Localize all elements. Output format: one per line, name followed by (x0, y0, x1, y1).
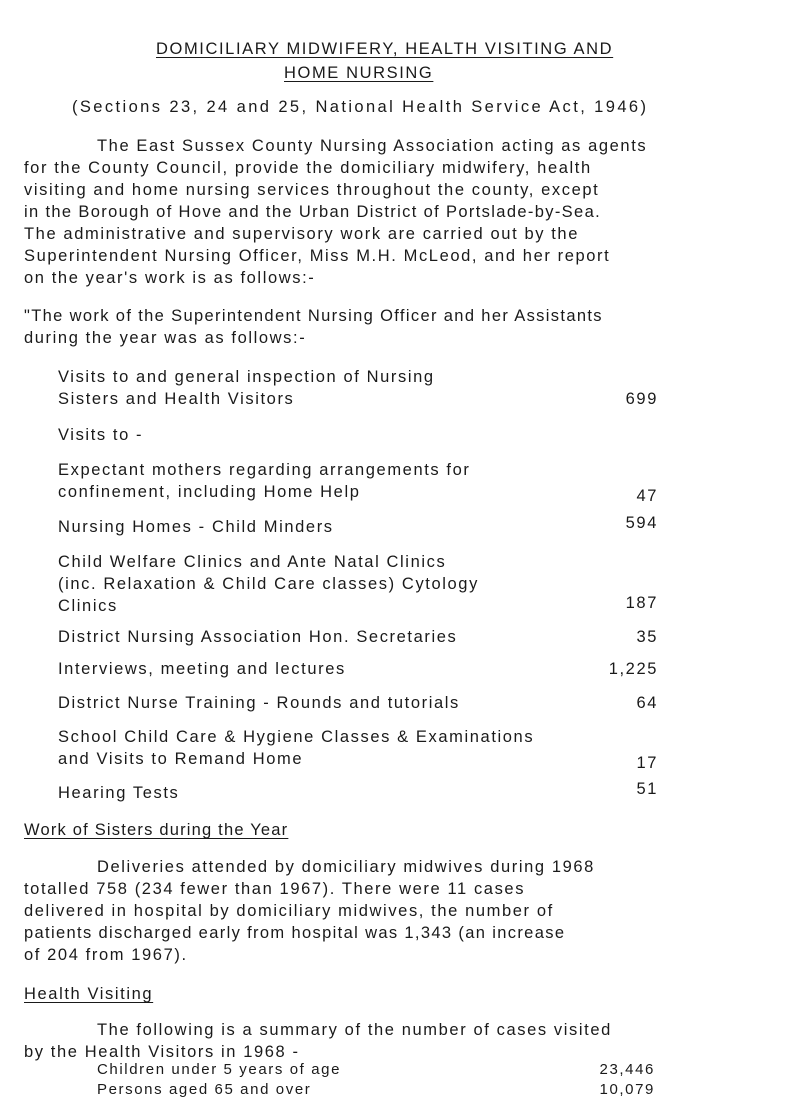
title-line-1: DOMICILIARY MIDWIFERY, HEALTH VISITING AND (156, 40, 614, 58)
intro-line: The East Sussex County Nursing Association acting as agents (97, 137, 648, 155)
work-item-label: District Nursing Association Hon. Secretaries (58, 628, 458, 646)
work-item-value: 47 (636, 487, 658, 505)
intro-line: on the year's work is as follows:- (24, 269, 316, 287)
health-visiting-line: The following is a summary of the number of cases visited (97, 1021, 612, 1039)
work-item-value: 594 (625, 514, 658, 532)
quote-intro-line: during the year was as follows:- (24, 329, 307, 347)
work-item-value: 35 (636, 628, 658, 646)
work-item-value: 51 (636, 780, 658, 798)
intro-line: in the Borough of Hove and the Urban District of Portslade-by-Sea. (24, 203, 602, 221)
work-item-label: Nursing Homes - Child Minders (58, 518, 334, 536)
work-item-label: Visits to and general inspection of Nursing (58, 368, 435, 386)
visits-to-label: Visits to - (58, 426, 144, 444)
work-item-label: confinement, including Home Help (58, 483, 361, 501)
work-item-label: and Visits to Remand Home (58, 750, 304, 768)
sisters-line: of 204 from 1967). (24, 946, 188, 964)
work-item-label: Child Welfare Clinics and Ante Natal Clinics (58, 553, 447, 571)
aged-value: 10,079 (599, 1081, 655, 1098)
work-item-value: 1,225 (608, 660, 658, 678)
work-item-label: Clinics (58, 597, 118, 615)
work-item-value: 187 (625, 594, 658, 612)
sections-line: (Sections 23, 24 and 25, National Health Service Act, 1946) (72, 98, 649, 116)
health-visiting-heading: Health Visiting (24, 985, 154, 1003)
work-item-label: District Nurse Training - Rounds and tutorials (58, 694, 460, 712)
quote-intro-line: "The work of the Superintendent Nursing Officer and her Assistants (24, 307, 603, 325)
health-visiting-line: by the Health Visitors in 1968 - (24, 1043, 300, 1061)
title-line-2: HOME NURSING (284, 64, 434, 82)
intro-line: The administrative and supervisory work are carried out by the (24, 225, 579, 243)
sisters-line: patients discharged early from hospital was 1,343 (an increase (24, 924, 566, 942)
work-item-label: Interviews, meeting and lectures (58, 660, 346, 678)
work-item-label: School Child Care & Hygiene Classes & Examinations (58, 728, 535, 746)
sisters-line: Deliveries attended by domiciliary midwives during 1968 (97, 858, 595, 876)
intro-line: visiting and home nursing services throughout the county, except (24, 181, 600, 199)
work-item-value: 64 (636, 694, 658, 712)
work-item-label: (inc. Relaxation & Child Care classes) Cytology (58, 575, 479, 593)
sisters-line: totalled 758 (234 fewer than 1967). There were 11 cases (24, 880, 526, 898)
children-value: 23,446 (599, 1061, 655, 1078)
sisters-line: delivered in hospital by domiciliary midwives, the number of (24, 902, 554, 920)
work-item-label: Expectant mothers regarding arrangements for (58, 461, 471, 479)
work-item-value: 699 (625, 390, 658, 408)
work-item-label: Sisters and Health Visitors (58, 390, 295, 408)
intro-line: Superintendent Nursing Officer, Miss M.H. McLeod, and her report (24, 247, 611, 265)
aged-label: Persons aged 65 and over (97, 1081, 312, 1098)
sisters-heading: Work of Sisters during the Year (24, 821, 289, 839)
children-label: Children under 5 years of age (97, 1061, 342, 1078)
intro-line: for the County Council, provide the domiciliary midwifery, health (24, 159, 592, 177)
work-item-value: 17 (636, 754, 658, 772)
work-item-label: Hearing Tests (58, 784, 180, 802)
